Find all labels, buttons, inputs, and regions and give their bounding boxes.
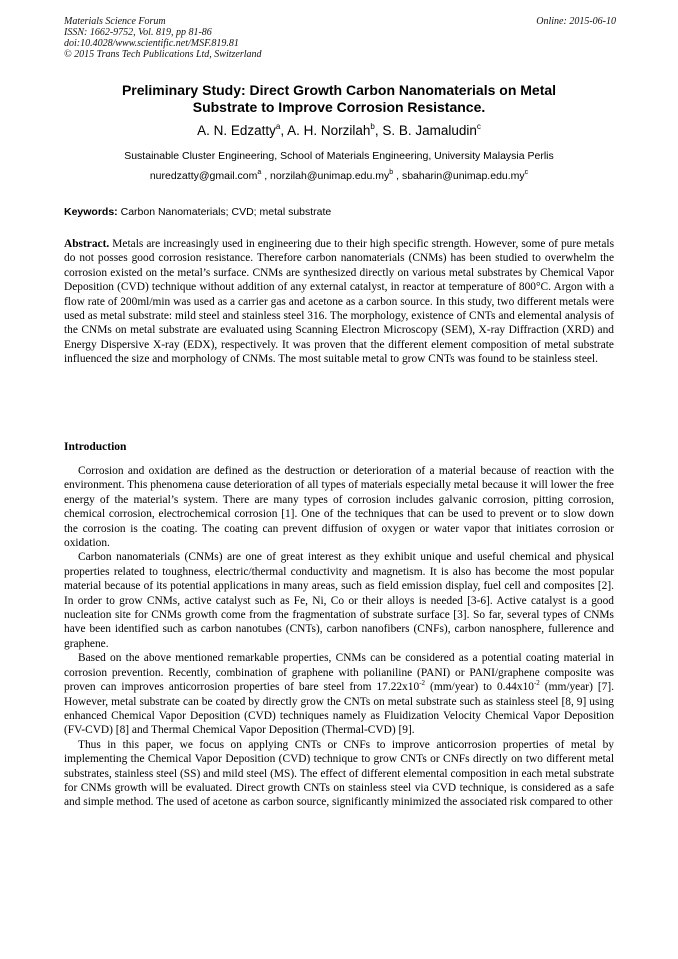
keywords-text: Carbon Nanomaterials; CVD; metal substrate (117, 206, 332, 218)
title-line-2: Substrate to Improve Corrosion Resistance. (192, 99, 486, 115)
email-address: sbaharin@unimap.edu.my (401, 170, 525, 182)
exponent: -2 (419, 679, 426, 688)
author-name: A. H. Norzilah (287, 123, 371, 138)
paragraph (64, 651, 614, 737)
author-separator: , (374, 123, 383, 138)
paragraph: Corrosion and oxidation are defined as the destruction or deterioration of a material because of reaction with the environment. This phenomena cause deterioration of all types of materials especially metal because it will lower the free energy of the material’s system. There are many types of corrosion includes galvanic corrosion, pitting corrosion, chemical corrosion, electrochemical corrosion [1]. One of the techniques that can be used to prevent or to slow down the corrosion is the coating. The coating can prevent diffusion of oxygen or water vapor that initiates corrosion or oxidation. (64, 465, 614, 550)
author-list (60, 122, 618, 139)
email-sup: a (257, 169, 262, 176)
email-list (60, 170, 618, 183)
paragraph-text: Based on the above mentioned remarkable properties, CNMs can be considered as a potential coating material in corrosion prevention. Recently, combination of graphene with polianiline (PANI) or PANI/graphene composite was proven can improves anticorrosion properties of bare steel from 17.22x10 (64, 652, 614, 694)
introduction-body (64, 464, 614, 810)
author-name: A. N. Edzatty (197, 123, 276, 138)
abstract-text: Metals are increasingly used in engineering due to their high specific strength. However, some of pure metals do not posses good corrosion resistance. Therefore carbon nanomaterials (CNMs) has been studied to overwhelm the corrosion existed on the metal’s surface. CNMs are synthesized directly on various metal substrates by Chemical Vapor Deposition (CVD) technique without addition of any external catalyst, in reactor at temperature of 800°C. Argon with a flow rate of 200ml/min was used as a carrier gas and acetone as a carbon source. In this study, two different metals were used as metal substrate: mild steel and stainless steel 316. The morphology, existence of CNTs and elemental analysis of the CNMs on metal substrate are evaluated using Scanning Electron Microscopy (SEM), X-ray Diffraction (XRD) and Energy Dispersive X-ray (EDX), respectively. It was proven that the different element composition of metal substrate influenced the size and morphology of CNMs. The most suitable metal to grow CNTs was found to be stainless steel. (64, 238, 614, 366)
email-sup: b (389, 169, 394, 176)
title-line-1: Preliminary Study: Direct Growth Carbon Nanomaterials on Metal (121, 82, 557, 98)
email-separator: , (261, 170, 271, 182)
abstract (64, 237, 614, 367)
paragraph: Carbon nanomaterials (CNMs) are one of great interest as they exhibit unique and useful chemical and physical properties related to toughness, electric/thermal conductivity and magnetism. It is also has become the most popular material because of its potential applications in many areas, such as field emission display, fuel cell and composites [2]. In order to grow CNMs, active catalyst such as Fe, Ni, Co or their alloys is needed [3-6]. Active catalyst is a good nucleation site for CNMs growth come from the fragmentation of substrate surface [3]. So far, several types of CNMs have been identified such as carbon nanotubes (CNTs), carbon nanofibers (CNFs), carbon nanosphere, fullerence and graphene. (64, 551, 614, 650)
doi-line: doi:10.4028/www.scientific.net/MSF.819.81 (64, 38, 239, 49)
email-address: norzilah@unimap.edu.my (270, 170, 390, 182)
email-address: nuredzatty@gmail.com (149, 170, 258, 182)
paragraph-text: (mm/year) to 0.44x10 (425, 681, 534, 694)
copyright-line: © 2015 Trans Tech Publications Ltd, Switzerland (64, 49, 262, 60)
email-separator: , (393, 170, 402, 182)
exponent: -2 (533, 679, 540, 688)
journal-header (64, 16, 262, 60)
paragraph-text: (mm/year) [7]. However, metal substrate can be coated by directly grow the CNTs on metal substrate such as stainless steel [8, 9] using enhanced Chemical Vapor Deposition (CVD) techniques namely as Fluidization Velocity Chemical Vapor Deposition (FV-CVD) [8] and Thermal Chemical Vapor Deposition (Thermal-CVD) [9]. (64, 681, 614, 737)
online-date: Online: 2015-06-10 (536, 16, 616, 27)
paragraph: Thus in this paper, we focus on applying CNTs or CNFs to improve anticorrosion properties of metal by implementing the Chemical Vapor Deposition (CVD) technique to grow CNTs or CNFs directly on two different metal substrates, stainless steel (SS) and mild steel (MS). The effect of different elemental composition in each metal substrate for CNMs growth will be evaluated. Direct growth CNTs on stainless steel via CVD technique, is considered as a safe and simple method. The used of acetone as carbon source, significantly minimized the associated risk compared to other (64, 738, 614, 809)
author-separator: , (280, 123, 288, 138)
author-sup: b (370, 122, 375, 131)
issn-line: ISSN: 1662-9752, Vol. 819, pp 81-86 (64, 27, 212, 38)
paper-title (60, 82, 618, 116)
author-sup: a (275, 122, 281, 131)
keywords-label: Keywords: (64, 206, 118, 218)
introduction-heading: Introduction (64, 441, 127, 453)
author-name: S. B. Jamaludin (382, 123, 477, 138)
author-sup: c (476, 122, 481, 131)
email-sup: c (524, 169, 529, 176)
abstract-label: Abstract. (64, 238, 110, 250)
journal-name: Materials Science Forum (64, 16, 166, 27)
keywords (64, 206, 331, 219)
affiliation: Sustainable Cluster Engineering, School of Materials Engineering, University Malaysia Perlis (124, 150, 554, 162)
